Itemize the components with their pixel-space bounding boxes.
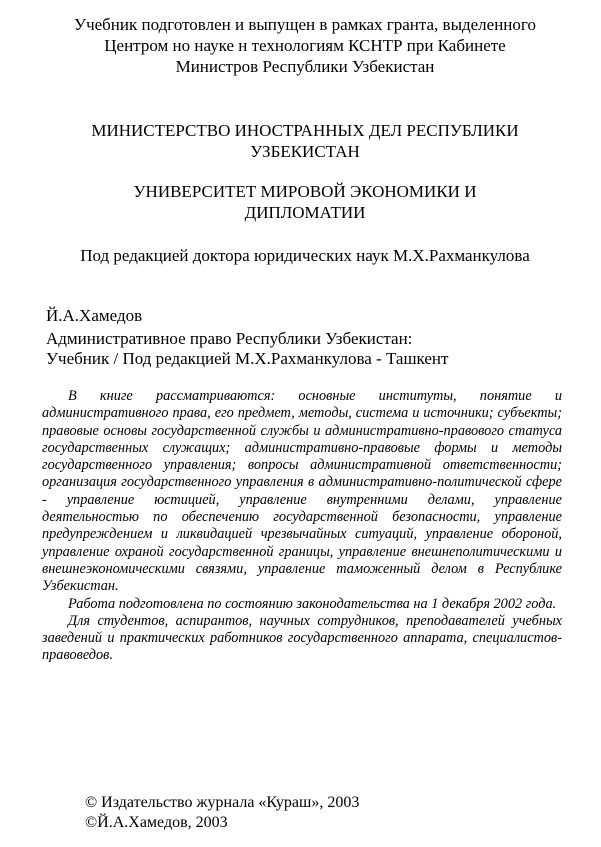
grant-note-line: Центром но науке н технологиям КСНТР при Кабинете	[104, 36, 506, 55]
abstract-paragraph: Работа подготовлена по состоянию законодательства на 1 декабря 2002 года.	[68, 595, 557, 612]
abstract-paragraph: Для студентов, аспирантов, научных сотрудников, преподавателей учебных заведений и практических работников государственного аппарата, специалистов-правоведов.	[42, 612, 562, 664]
abstract-paragraph: В книге рассматриваются: основные институты, понятие и административного права, его предмет, методы, система и источники; субъекты; правовые основы государственной службы и административно-правового статуса государственных служащих; административно-правовые формы и методы государственного управления; вопросы административной ответственности; организация государственного управления в административно-политической сфере - управление юстицией, управление внутренними делами, управление деятельностью по обеспечению государственной безопасности, управление предупреждением и ликвидацией чрезвычайных ситуаций, управление обороной, управление охраной государственной границы, управление внешнеполитическими и внешнеэкономическими связями, управление таможенный делом в Республике Узбекистан.	[42, 388, 562, 595]
bibliographic-citation	[46, 329, 566, 369]
grant-note-line: Учебник подготовлен и выпущен в рамках гранта, выделенного	[74, 15, 536, 34]
university-heading-line: ДИПЛОМАТИИ	[244, 203, 366, 222]
abstract	[42, 388, 562, 665]
ministry-heading	[30, 120, 580, 162]
citation-line: Административное право Республики Узбекистан:	[46, 329, 413, 348]
university-heading-line: УНИВЕРСИТЕТ МИРОВОЙ ЭКОНОМИКИ И	[133, 182, 477, 201]
citation-line: Учебник / Под редакцией М.Х.Рахманкулова - Ташкент	[46, 349, 449, 368]
copyright-line: ©Й.А.Хамедов, 2003	[85, 814, 228, 831]
copyright-block	[85, 793, 359, 833]
grant-note-line: Министров Республики Узбекистан	[175, 57, 435, 76]
ministry-heading-line: УЗБЕКИСТАН	[250, 142, 360, 161]
author-name: Й.А.Хамедов	[46, 306, 143, 325]
university-heading	[30, 181, 580, 223]
ministry-heading-line: МИНИСТЕРСТВО ИНОСТРАННЫХ ДЕЛ РЕСПУБЛИКИ	[91, 121, 519, 140]
editor-line: Под редакцией доктора юридических наук М.Х.Рахманкулова	[80, 246, 530, 265]
grant-note	[30, 14, 580, 77]
copyright-line: © Издательство журнала «Кураш», 2003	[85, 794, 360, 811]
